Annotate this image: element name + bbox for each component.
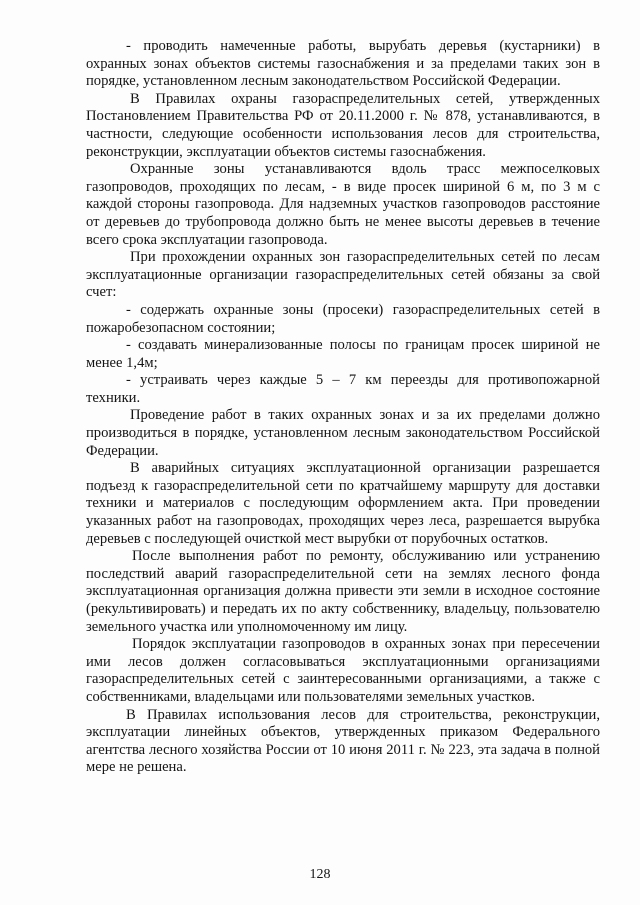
list-item-2: - создавать минерализованные полосы по границам просек шириной не менее 1,4м;	[86, 337, 600, 371]
paragraph-8: Порядок эксплуатации газопроводов в охранных зонах при пересечении ими лесов должен согласовываться эксплуатационными организациями газораспределительных сетей с заинтересованными организациями, а также с собственниками, владельцами или пользователями земельных участков.	[86, 636, 600, 705]
list-item-3: - устраивать через каждые 5 – 7 км переезды для противопожарной техники.	[86, 372, 600, 406]
page-number: 128	[309, 867, 331, 882]
paragraph-5: Проведение работ в таких охранных зонах и за их пределами должно производиться в порядке, установленном лесным законодательством Российской Федерации.	[86, 407, 600, 459]
body-text	[86, 38, 600, 777]
list-item-1: - содержать охранные зоны (просеки) газораспределительных сетей в пожаробезопасном состоянии;	[86, 301, 600, 336]
paragraph-4: При прохождении охранных зон газораспределительных сетей по лесам эксплуатационные организации газораспределительных сетей обязаны за свой счет:	[86, 249, 600, 301]
paragraph-3: Охранные зоны устанавливаются вдоль трасс межпоселковых газопроводов, проходящих по лесам, - в виде просек шириной 6 м, по 3 м с каждой стороны газопровода. Для надземных участков газопроводов расстояние от деревьев до трубопровода должно быть не менее высоты деревьев в течение всего срока эксплуатации газопровода.	[86, 161, 600, 248]
paragraph-6: В аварийных ситуациях эксплуатационной организации разрешается подъезд к газораспределительной сети по кратчайшему маршруту для доставки техники и материалов с последующим оформлением акта. При проведении указанных работ на газопроводах, проходящих через леса, разрешается вырубка деревьев с последующей очисткой мест вырубки от порубочных остатков.	[86, 460, 600, 547]
paragraph-2: В Правилах охраны газораспределительных сетей, утвержденных Постановлением Правительства РФ от 20.11.2000 г. № 878, устанавливаются, в частности, следующие особенности использования лесов для строительства, реконструкции, эксплуатации объектов системы газоснабжения.	[86, 90, 600, 160]
paragraph-7: После выполнения работ по ремонту, обслуживанию или устранению последствий аварий газораспределительной сети на землях лесного фонда эксплуатационная организация должна привести эти земли в исходное состояние (рекультивировать) и передать их по акту собственнику, владельцу, пользователю земельного участка или уполномоченному им лицу.	[86, 548, 600, 635]
paragraph-9: В Правилах использования лесов для строительства, реконструкции, эксплуатации линейных объектов, утвержденных приказом Федерального агентства лесного хозяйства России от 10 июня 2011 г. № 223, эта задача в полной мере не решена.	[86, 706, 600, 776]
paragraph-1: - проводить намеченные работы, вырубать деревья (кустарники) в охранных зонах объектов системы газоснабжения и за пределами таких зон в порядке, установленном лесным законодательством Российской Федерации.	[86, 38, 600, 90]
